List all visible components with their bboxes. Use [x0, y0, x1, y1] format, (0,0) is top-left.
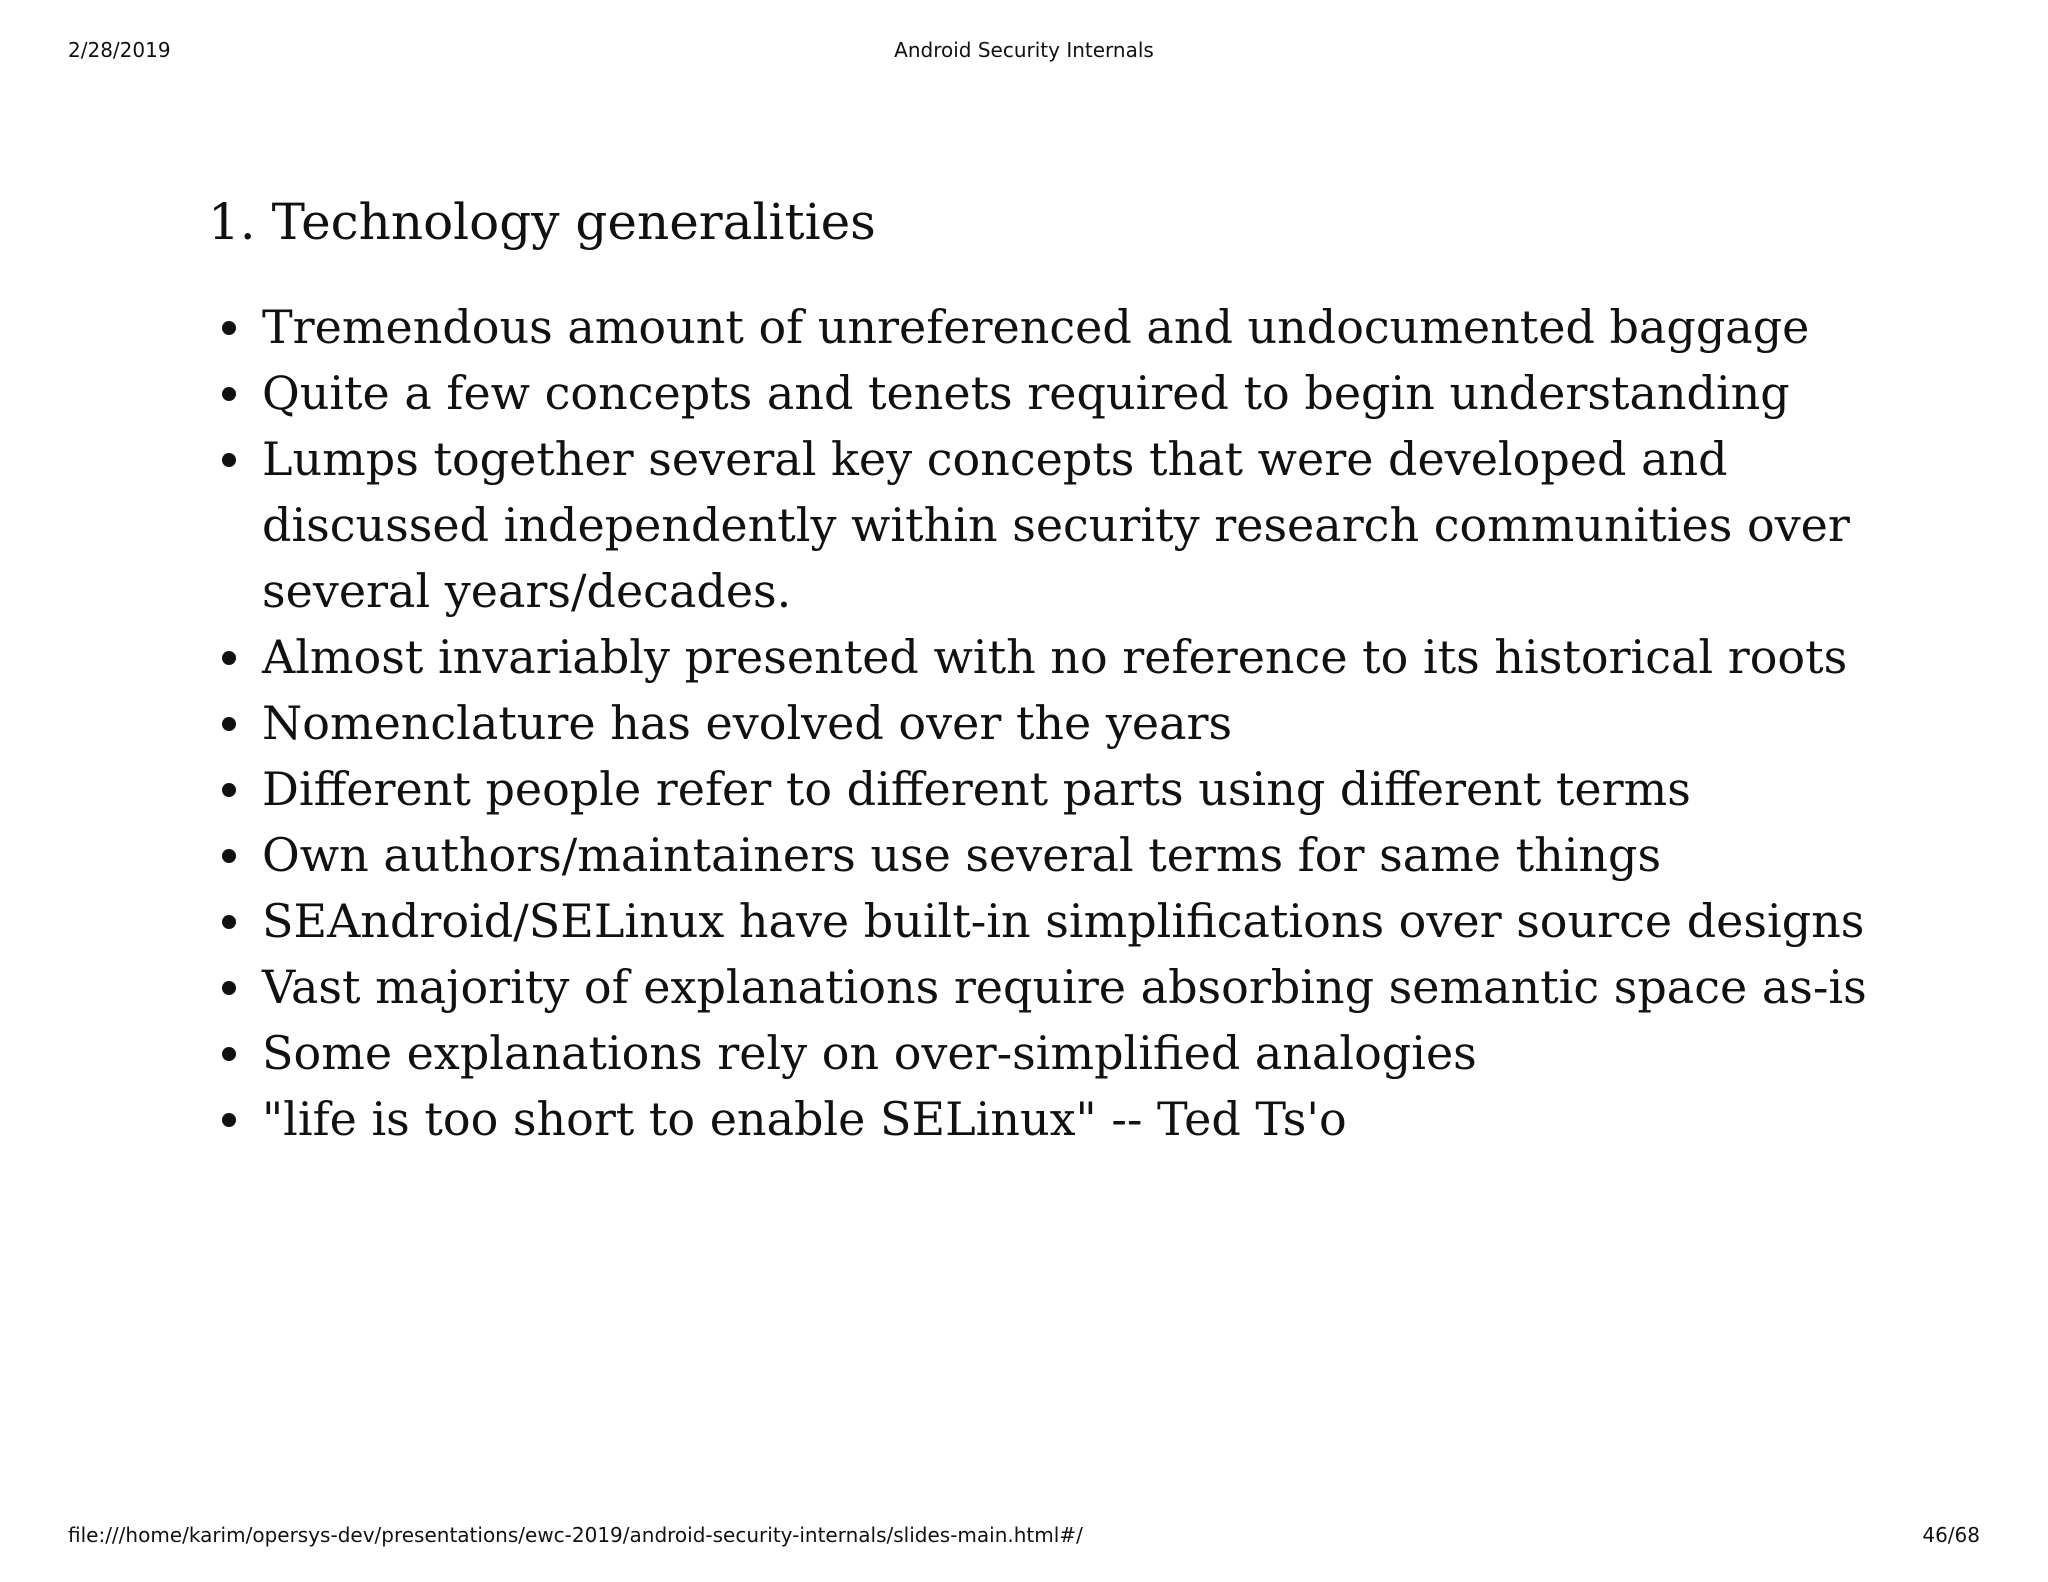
bullet-text: Nomenclature has evolved over the years	[262, 696, 1233, 750]
bullet-dot-icon	[222, 321, 236, 335]
bullet-dot-icon	[222, 783, 236, 797]
bullet-text: Different people refer to different parts using different terms	[262, 762, 1691, 816]
bullet-dot-icon	[222, 387, 236, 401]
bullet-dot-icon	[222, 981, 236, 995]
bullet-dot-icon	[222, 915, 236, 929]
bullet-text: Vast majority of explanations require absorbing semantic space as-is	[262, 960, 1867, 1014]
bullet-text: "life is too short to enable SELinux" -- Ted Ts'o	[262, 1092, 1347, 1146]
bullet-dot-icon	[222, 849, 236, 863]
bullet-item	[208, 690, 1868, 756]
bullet-dot-icon	[222, 1113, 236, 1127]
bullet-item	[208, 426, 1868, 624]
bullet-item	[208, 294, 1868, 360]
slide-title: 1. Technology generalities	[208, 193, 876, 251]
bullet-item	[208, 888, 1868, 954]
bullet-item	[208, 624, 1868, 690]
bullet-item	[208, 360, 1868, 426]
bullet-text: Quite a few concepts and tenets required to begin understanding	[262, 366, 1790, 420]
bullet-text: Tremendous amount of unreferenced and undocumented baggage	[262, 300, 1810, 354]
bullet-dot-icon	[222, 1047, 236, 1061]
bullet-text: Lumps together several key concepts that were developed and discussed independently within security research communities over several years/decades.	[262, 432, 1850, 618]
bullet-item	[208, 954, 1868, 1020]
bullet-dot-icon	[222, 453, 236, 467]
slide-content	[208, 190, 1868, 1152]
bullet-item	[208, 1020, 1868, 1086]
bullet-item	[208, 756, 1868, 822]
bullet-dot-icon	[222, 651, 236, 665]
bullet-item	[208, 822, 1868, 888]
bullet-item	[208, 1086, 1868, 1152]
bullet-text: Own authors/maintainers use several terms for same things	[262, 828, 1662, 882]
print-date: 2/28/2019	[68, 38, 171, 62]
bullet-text: SEAndroid/SELinux have built-in simplifications over source designs	[262, 894, 1865, 948]
bullet-dot-icon	[222, 717, 236, 731]
bullet-text: Almost invariably presented with no reference to its historical roots	[262, 630, 1848, 684]
bullet-text: Some explanations rely on over-simplified analogies	[262, 1026, 1477, 1080]
page-number: 46/68	[1922, 1523, 1980, 1547]
bullet-list	[208, 294, 1868, 1152]
source-url: file:///home/karim/opersys-dev/presentations/ewc-2019/android-security-internals/slides-main.html#/	[68, 1523, 1083, 1547]
document-title: Android Security Internals	[894, 38, 1154, 62]
